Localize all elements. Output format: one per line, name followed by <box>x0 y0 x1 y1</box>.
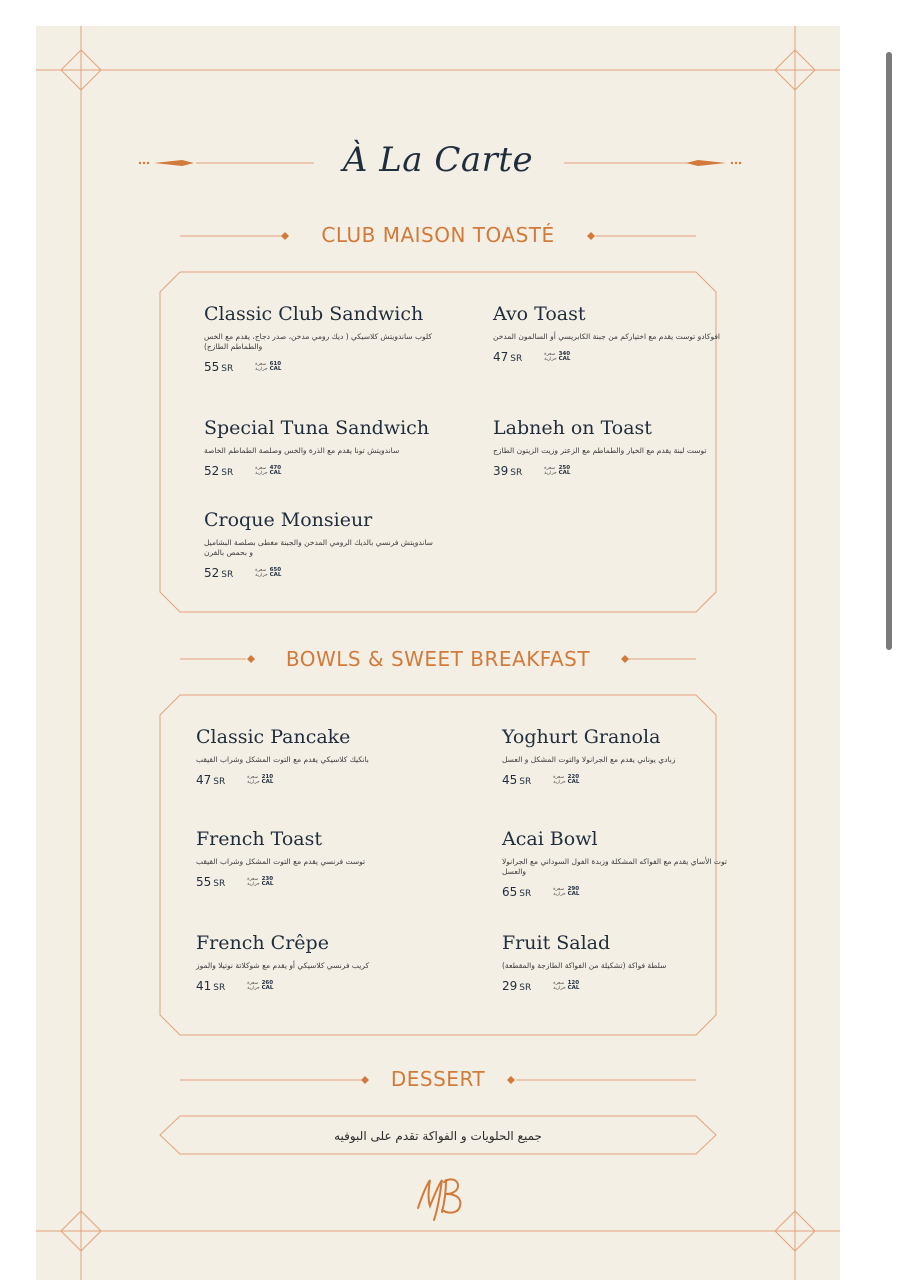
cal-ar-1: سعرة <box>255 362 267 367</box>
cal-ar-2: حرارية <box>544 471 557 476</box>
cal-ar-2: حرارية <box>553 892 566 897</box>
item-price <box>204 360 233 374</box>
cal-ar-2: حرارية <box>255 471 268 476</box>
cal-ar-1: سعرة <box>247 981 259 986</box>
cal-ar-2: حرارية <box>553 986 566 991</box>
menu-page <box>36 26 840 1280</box>
currency-label: SR <box>213 777 226 787</box>
price-value: 55 <box>196 875 212 889</box>
item-price <box>196 979 225 993</box>
cal-value: 340 <box>558 351 571 357</box>
cal-value: 290 <box>567 886 580 892</box>
cal-unit: CAL <box>269 572 282 578</box>
currency-label: SR <box>519 889 532 899</box>
cal-unit: CAL <box>567 985 580 991</box>
menu-item <box>493 302 763 364</box>
item-name: Avo Toast <box>493 303 586 325</box>
cal-unit: CAL <box>269 366 282 372</box>
item-meta <box>502 885 772 899</box>
calorie-badge <box>255 466 281 476</box>
price-value: 47 <box>196 773 212 787</box>
item-name: Classic Club Sandwich <box>204 303 424 325</box>
menu-item <box>196 725 466 787</box>
item-meta <box>493 464 763 478</box>
item-name: Acai Bowl <box>502 828 598 850</box>
item-description: زبادي يوناني يقدم مع الجرانولا والتوت المشكل و العسل <box>502 755 676 764</box>
calorie-badge <box>247 877 273 887</box>
cal-value: 220 <box>567 774 580 780</box>
calorie-badge <box>553 981 579 991</box>
item-name: Labneh on Toast <box>493 417 652 439</box>
item-meta <box>493 350 763 364</box>
cal-ar-2: حرارية <box>247 780 260 785</box>
currency-label: SR <box>519 983 532 993</box>
cal-ar-1: سعرة <box>255 466 267 471</box>
item-meta <box>196 773 466 787</box>
item-price <box>493 464 522 478</box>
cal-ar-1: سعرة <box>553 775 565 780</box>
item-price <box>502 773 531 787</box>
cal-value: 470 <box>269 465 282 471</box>
menu-title: À La Carte <box>342 140 534 180</box>
item-meta <box>204 566 474 580</box>
item-description: افوكادو توست يقدم مع اختياركم من جبنة الكابريسي أو السالمون المدخن <box>493 332 720 341</box>
item-meta <box>502 773 772 787</box>
cal-unit: CAL <box>567 891 580 897</box>
price-value: 52 <box>204 464 220 478</box>
item-price <box>196 875 225 889</box>
cal-value: 120 <box>567 980 580 986</box>
price-value: 65 <box>502 885 518 899</box>
menu-item <box>502 931 772 993</box>
cal-ar-1: سعرة <box>544 466 556 471</box>
item-name: Fruit Salad <box>502 932 611 954</box>
price-value: 39 <box>493 464 509 478</box>
item-description: سلطة فواكة (تشكيلة من الفواكة الطازجة والمقطعة) <box>502 961 667 970</box>
menu-item <box>502 827 772 899</box>
cal-value: 260 <box>261 980 274 986</box>
calorie-badge <box>247 775 273 785</box>
cal-ar-1: سعرة <box>553 981 565 986</box>
cal-value: 230 <box>261 876 274 882</box>
menu-item <box>196 827 466 889</box>
cal-value: 610 <box>269 361 282 367</box>
cal-ar-2: حرارية <box>247 986 260 991</box>
calorie-badge <box>255 568 281 578</box>
cal-unit: CAL <box>261 881 274 887</box>
section-title-club: CLUB MAISON TOASTÉ <box>321 223 555 247</box>
item-price <box>502 979 531 993</box>
price-value: 52 <box>204 566 220 580</box>
currency-label: SR <box>221 570 234 580</box>
item-name: Classic Pancake <box>196 726 351 748</box>
cal-ar-1: سعرة <box>553 887 565 892</box>
cal-unit: CAL <box>558 356 571 362</box>
currency-label: SR <box>213 879 226 889</box>
calorie-badge <box>255 362 281 372</box>
item-price <box>204 464 233 478</box>
item-description: توت الأساي يقدم مع الفواكه المشكلة وزبدة الفول السوداني مع الجرانولا والعسل <box>502 857 727 876</box>
cal-unit: CAL <box>261 985 274 991</box>
item-price <box>196 773 225 787</box>
cal-ar-1: سعرة <box>247 877 259 882</box>
cal-ar-1: سعرة <box>247 775 259 780</box>
calorie-badge <box>553 887 579 897</box>
item-name: Yoghurt Granola <box>502 726 661 748</box>
currency-label: SR <box>221 468 234 478</box>
item-name: French Toast <box>196 828 323 850</box>
currency-label: SR <box>213 983 226 993</box>
currency-label: SR <box>510 354 523 364</box>
cal-unit: CAL <box>261 779 274 785</box>
section-title-dessert: DESSERT <box>390 1067 486 1091</box>
dessert-note: جميع الحلويات و الفواكة تقدم على البوفيه <box>334 1129 542 1143</box>
cal-ar-2: حرارية <box>553 780 566 785</box>
cal-ar-2: حرارية <box>255 367 268 372</box>
cal-value: 210 <box>261 774 274 780</box>
item-description: بانكيك كلاسيكي يقدم مع التوت المشكل وشراب القيقب <box>196 755 369 764</box>
cal-value: 250 <box>558 465 571 471</box>
menu-item <box>493 416 763 478</box>
item-price <box>493 350 522 364</box>
item-description: توست فرنسي يقدم مع التوت المشكل وشراب القيقب <box>196 857 366 866</box>
currency-label: SR <box>221 364 234 374</box>
price-value: 29 <box>502 979 518 993</box>
cal-unit: CAL <box>567 779 580 785</box>
calorie-badge <box>247 981 273 991</box>
section-title-bowls: BOWLS & SWEET BREAKFAST <box>285 647 591 671</box>
cal-value: 650 <box>269 567 282 573</box>
menu-item <box>196 931 466 993</box>
item-meta <box>196 875 466 889</box>
item-description: ساندويتش تونا يقدم مع الذرة والخس وصلصة الطماطم الخاصة <box>204 446 400 455</box>
item-description: توست لبنة يقدم مع الخيار والطماطم مع الزعتر وزيت الزيتون الطازج <box>493 446 707 455</box>
item-meta <box>196 979 466 993</box>
cal-ar-1: سعرة <box>255 568 267 573</box>
item-meta <box>204 360 474 374</box>
cal-ar-2: حرارية <box>247 882 260 887</box>
menu-item <box>204 302 474 374</box>
item-description: كلوب ساندويتش كلاسيكي ( ديك رومي مدخن، صدر دجاج، يقدم مع الخس والطماطم الطازج) <box>204 332 432 351</box>
menu-item <box>204 508 474 580</box>
currency-label: SR <box>519 777 532 787</box>
item-description: كريب فرنسي كلاسيكي أو يقدم مع شوكلاتة نوتيلا والموز <box>196 961 370 970</box>
calorie-badge <box>553 775 579 785</box>
calorie-badge <box>544 466 570 476</box>
item-name: French Crêpe <box>196 932 329 954</box>
item-meta <box>204 464 474 478</box>
vertical-scrollbar[interactable] <box>886 52 892 650</box>
item-description: ساندويتش فرنسي بالديك الرومي المدخن والجبنة مغطى بصلصة البشاميل و بحمص بالفرن <box>204 538 433 557</box>
item-name: Croque Monsieur <box>204 509 373 531</box>
price-value: 55 <box>204 360 220 374</box>
cal-ar-2: حرارية <box>544 357 557 362</box>
calorie-badge <box>544 352 570 362</box>
item-name: Special Tuna Sandwich <box>204 417 430 439</box>
price-value: 41 <box>196 979 212 993</box>
item-meta <box>502 979 772 993</box>
currency-label: SR <box>510 468 523 478</box>
item-price <box>502 885 531 899</box>
cal-ar-1: سعرة <box>544 352 556 357</box>
mb-logo <box>408 1168 472 1228</box>
item-price <box>204 566 233 580</box>
price-value: 47 <box>493 350 509 364</box>
menu-item <box>502 725 772 787</box>
menu-item <box>204 416 474 478</box>
cal-ar-2: حرارية <box>255 573 268 578</box>
cal-unit: CAL <box>558 470 571 476</box>
price-value: 45 <box>502 773 518 787</box>
cal-unit: CAL <box>269 470 282 476</box>
